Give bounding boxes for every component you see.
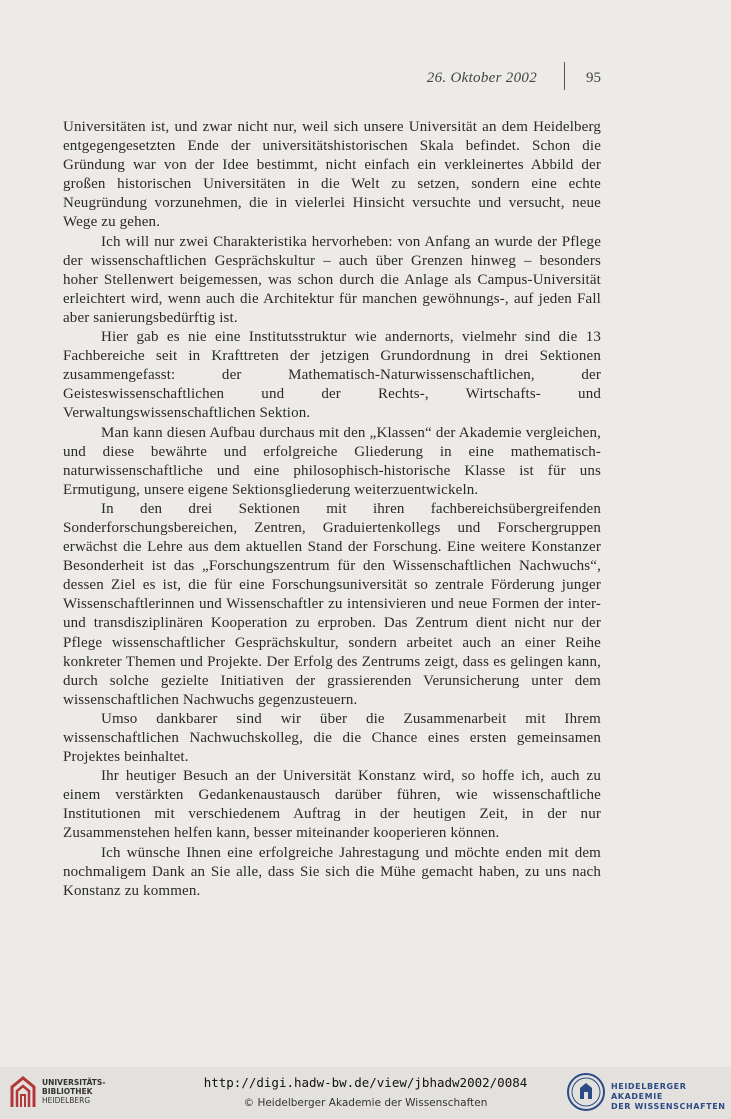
- page-number: 95: [586, 70, 601, 86]
- library-name-line2: BIBLIOTHEK: [42, 1087, 93, 1096]
- library-name-line1: UNIVERSITÄTS-: [42, 1078, 106, 1087]
- paragraph: Ich wünsche Ihnen eine erfolgreiche Jahrestagung und möchte enden mit dem nochmaligem Dank an Sie alle, dass Sie sich die Mühe gemacht haben, zu uns nach Konstanz zu kommen.: [63, 844, 601, 899]
- body-text: [63, 118, 601, 901]
- paragraph: Hier gab es nie eine Institutsstruktur wie andernorts, vielmehr sind die 13 Fachbereiche seit in Krafttreten der jetzigen Grundordnung in drei Sektionen zusammengefasst: der Mathematisch-Naturwissenschaftlichen, der Geisteswissenschaftlichen und der Rechts-, Wirtschafts- und Verwaltungswissenschaftlichen Sektion.: [63, 329, 601, 422]
- header-divider: [564, 62, 565, 90]
- paragraph: Universitäten ist, und zwar nicht nur, weil sich unsere Universität an dem Heidelberg entgegengesetzten Ende der universitätshistorischen Skala befindet. Schon die Gründung war von der Idee bestimmt, nicht einfach ein verkleinertes Abbild der großen historischen Universitäten in die Welt zu setzen, sondern eine echte Neugründung vorzunehmen, die in vielerlei Hinsicht versuchte und versucht, neue Wege zu gehen.: [63, 119, 601, 231]
- academy-name[interactable]: [611, 1082, 731, 1112]
- paragraph: Man kann diesen Aufbau durchaus mit den „Klassen“ der Akademie vergleichen, und diese bewährte und erfolgreiche Gliederung in eine mathematisch-naturwissenschaftliche und eine philosophisch-historische Klasse ist für uns Ermutigung, unsere eigene Sektionsgliederung weiterzuentwickeln.: [63, 424, 601, 498]
- running-head: 26. Oktober 2002: [426, 70, 537, 86]
- academy-name-line1: HEIDELBERGER AKADEMIE: [611, 1082, 687, 1101]
- copyright-notice: © Heidelberger Akademie der Wissenschaften: [243, 1097, 488, 1109]
- viewer-footer: [0, 1067, 731, 1119]
- permalink-url[interactable]: http://digi.hadw-bw.de/view/jbhadw2002/0084: [203, 1075, 528, 1090]
- page-header: [0, 70, 731, 94]
- paragraph: Umso dankbarer sind wir über die Zusammenarbeit mit Ihrem wissenschaftlichen Nachwuchskolleg, die die Chance eines ersten gemeinsamen Projektes beinhaltet.: [63, 710, 601, 766]
- paragraph: Ich will nur zwei Charakteristika hervorheben: von Anfang an wurde der Pflege der wissenschaftlichen Gesprächskultur – auch über Grenzen hinweg – besonders hoher Stellenwert beigemessen, was schon durch die Anlage als Campus-Universität erleichtert wird, wenn auch die Architektur für manchen gewöhnungs-, auf jeden Fall aber sanierungsbedürftig ist.: [63, 233, 601, 326]
- library-city: HEIDELBERG: [42, 1096, 91, 1105]
- paragraph: Ihr heutiger Besuch an der Universität Konstanz wird, so hoffe ich, auch zu einem verstärkten Gedankenaustausch darüber führen, wie wissenschaftliche Institutionen mit verschiedenem Auftrag in der heutigen Zeit, in der nur Zusammenstehen helfen kann, besser miteinander kooperieren können.: [63, 768, 601, 842]
- academy-name-line2: DER WISSENSCHAFTEN: [611, 1102, 726, 1111]
- hadw-seal-icon[interactable]: [566, 1072, 606, 1112]
- paragraph: In den drei Sektionen mit ihren fachbereichsübergreifenden Sonderforschungsbereichen, Zentren, Graduiertenkollegs und Forschergruppen erwächst die Lehre aus dem aktuellen Stand der Forschung. Eine weitere Konstanzer Besonderheit ist das „Forschungszentrum für den Wissenschaftlichen Nachwuchs“, dessen Ziel es ist, die für eine Forschungsuniversität so zentrale Förderung junger Wissenschaftlerinnen und Wissenschaftler zu intensivieren und neue Formen der inter- und transdisziplinären Kooperation zu erproben. Das Zentrum dient nicht nur der Pflege wissenschaftlicher Gesprächskultur, sondern arbeitet auch an einer Reihe konkreter Themen und Projekte. Der Erfolg des Zentrums zeigt, dass es gelingen kann, durch solche gezielte Initiativen der grassierenden Verunsicherung unter dem wissenschaftlichen Nachwuchs gegenzusteuern.: [63, 500, 601, 708]
